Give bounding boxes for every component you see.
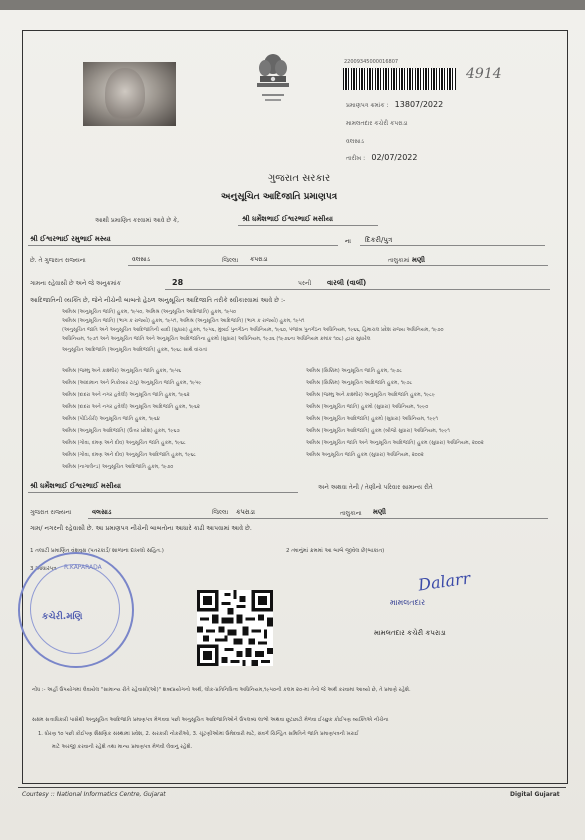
relation-prefix: ના bbox=[345, 238, 351, 245]
barcode bbox=[343, 68, 456, 90]
right-order-item: અમિશ્ર (અનુસૂચિત જાતિ અને અનુસૂચિત આદિજાતિ) હુકમ (સુધારા) અધિનિયમ, ૨૦૦૨ bbox=[306, 440, 484, 446]
right-order-item: અમિશ્ર અનુસૂચિત જાતિ હુકમ (સુધારા) અધિનિયમ, ૨૦૦૨ bbox=[306, 452, 424, 458]
left-order-item: અમિશ્ર (આંદામાન અને નિકોબાર ટાપુ) અનુસૂચિત જાતિ હુકમ, ૧૯૫૯ bbox=[62, 380, 202, 386]
right-order-item: અમિશ્ર (અનુસૂચિત જાતિ) હુકમો (સુધારા) અધિનિયમ, ૧૯૯૦ bbox=[306, 404, 429, 410]
state-prefix: છે. તે ગુજરાત રાજ્યના bbox=[30, 257, 86, 264]
right-order-item: અમિશ્ર (અનુસૂચિત આદિજાતિ) હુકમો (સુધારા) અધિનિયમ, ૧૯૯૧ bbox=[306, 416, 439, 422]
tribe: વારલી (વાર્લી) bbox=[327, 279, 367, 287]
right-order-item: અમિશ્ર (સિક્કિમ) અનુસૂચિત આદિજાતિ હુકમ, ૧૯૭૮ bbox=[306, 380, 413, 386]
basis-1: 1 તલાટી પ્રમાણિત વંશવૃક્ષ (પતરકાર્ડ/ શાળાના દાખલો સહિત.) bbox=[30, 548, 164, 554]
intro-text: આથી પ્રમાણિત કરવામાં આવે છે કે, bbox=[95, 217, 180, 224]
district-value: કપરાડા bbox=[250, 256, 268, 263]
order-line-1: અમિશ્ર (અનુસૂચિત જાતિ) હુકમ, ૧૯૫૦, અમિશ્ર (અનુસૂચિત આદિજાતિ) હુકમ, ૧૯૫૦ bbox=[62, 309, 237, 315]
national-emblem-icon bbox=[252, 50, 294, 108]
basis-2: 2 ત્માનુંમાં ક્રમમાં આ બાબે જીવેલ છે(બાકાત) bbox=[286, 548, 385, 554]
left-order-item: અમિશ્ર (જમ્મુ અને કાશ્મીર) અનુસૂચિત જાતિ હુકમ, ૧૯૫૬ bbox=[62, 368, 182, 374]
signature-scribble: Dalarr bbox=[416, 568, 472, 595]
left-order-item: અમિશ્ર (દાદરા અને નગર હવેલી) અનુસૂચિત આદિજાતિ હુકમ, ૧૯૬૨ bbox=[62, 404, 200, 410]
schedule-prefix: ગામના રહેવાસી છે અને જે અનુક્રમાંક bbox=[30, 280, 121, 287]
seal-inner-ring bbox=[30, 564, 120, 654]
holder-name: શ્રી ધર્મેશભાઈ ઈશ્વરભાઈ મસીયા bbox=[242, 215, 333, 223]
usage-text: સક્ષમ સત્તાધિકારી પાસેથી અનુસૂચિત આદિજાતિ પ્રમાણપત્ર મેળવવા પછી અનુસૂચિત આદિજાતિઓને ઉપલબ્ધ લાભો અથવા છૂટછાટો મેળવા ઈચ્છુક કોઈપણ વ્યક્તિએ નીચેના bbox=[32, 717, 389, 723]
district-label: જિલ્લા bbox=[222, 257, 239, 264]
village2: મણી bbox=[373, 508, 387, 516]
office-seal bbox=[18, 552, 134, 668]
left-order-item: અમિશ્ર (ગોવા, દમણ અને દીવ) અનુસૂચિત જાતિ હુકમ, ૧૯૬૮ bbox=[62, 440, 186, 446]
qr-code bbox=[197, 590, 273, 666]
footer-digital: Digital Gujarat bbox=[510, 791, 560, 798]
taluka-label: તાલુકામાં bbox=[388, 257, 410, 264]
left-order-item: અમિશ્ર (પોંડિચેરી) અનુસૂચિત જાતિ હુકમ, ૧૯૬૪ bbox=[62, 416, 160, 422]
cert-number-row bbox=[346, 100, 443, 110]
left-order-item: અમિશ્ર (ગોવા, દમણ અને દીવ) અનુસૂચિત આદિજાતિ હુકમ, ૧૯૬૮ bbox=[62, 452, 197, 458]
left-order-item: અમિશ્ર (દાદરા અને નગર હવેલી) અનુસૂચિત જાતિ હુકમ, ૧૯૬૨ bbox=[62, 392, 190, 398]
date-row bbox=[346, 153, 417, 163]
footer-courtesy: Courtesy :: National Informatics Centre, Gujarat bbox=[22, 791, 166, 798]
photo-face bbox=[105, 68, 145, 120]
govt-title: ગુજરાત સરકાર bbox=[268, 173, 331, 184]
district2-label: જિલ્લા bbox=[212, 509, 229, 516]
right-order-item: અમિશ્ર (જમ્મુ અને કાશ્મીર) અનુસૂચિત આદિજાતિ હુકમ, ૧૯૮૯ bbox=[306, 392, 435, 398]
applicant-photo bbox=[83, 62, 176, 126]
father-name: શ્રી ઈશ્વરભાઈ રમુભાઈ મસ્યા bbox=[30, 235, 111, 243]
order-line-4: અધિનિયમ, ૧૯૭૧ અને અનુસૂચિત જાતિ અને અનુસૂચિત આદિજાતિના હુકમો (સુધારા) અધિનિયમ, ૧૯૭૬ (૧૯૭૬ના અધિનિયમ ક્રમાંક ૧૦૮) દ્વારા સુધારેલ bbox=[62, 336, 371, 342]
order-line-5: અનુસૂચિત આદિજાતિ (અનુસૂચિત આદિજાતિ) હુકમ, ૧૯૬૮ સાથે વાંચતાં bbox=[62, 347, 207, 353]
relation: દિકરી/પુત્ર bbox=[365, 236, 393, 244]
handwritten-number: 4914 bbox=[466, 66, 502, 82]
district-field: વલસાડ bbox=[132, 256, 150, 263]
order-line-3: (અનુસૂચિત જાતિ અને અનુસૂચિત આદિજાતિની યાદી (સુધારા) હુકમ, ૧૯૫૬, મુંબઈ પુનર્ગઠન અધિનિયમ, ૧૯૬૦, પંજાબ પુનર્ગઠન અધિનિયમ, ૧૯૬૬, હિમાચલ પ્રદેશ રાજ્ય અધિનિયમ, ૧૯૭૦ bbox=[62, 327, 444, 333]
scan-edge bbox=[0, 0, 585, 10]
seal-ring-text: R.KAPARADA bbox=[64, 564, 102, 571]
schedule-suffix: પરની bbox=[298, 280, 312, 287]
office-line: મામલતદાર કચેરી કપરાડા bbox=[346, 120, 408, 127]
certificate-title: અનુસૂચિત આદિજાતિ પ્રમાણપત્ર bbox=[221, 192, 338, 202]
right-order-item: અમિશ્ર (સિક્કિમ) અનુસૂચિત જાતિ હુકમ, ૧૯૭૮ bbox=[306, 368, 403, 374]
date-label: તારીખ : bbox=[346, 155, 366, 162]
family-text: અને અથવા તેની / તેણીનો પરિવાર સામાન્ય રીતે bbox=[318, 484, 433, 491]
left-order-item: અમિશ્ર (નાગાલેન્ડ) અનુસૂચિત આદિજાતિ હુકમ, ૧૯૭૦ bbox=[62, 464, 174, 470]
note-text: નોંધ :- અહીં ઉપયોગમાં લેવાયેલ "સામાન્ય રીતે રહેવાસી(ઓ)" શબ્દપ્રયોગનો અર્થ, લોક-પ્રતિનિધિત્વ અધિનિયમ,૧૯૫૦ની કલમ ૨૦-માં તેનો જે અર્થ કરવામાં આવ્યો છે, તે પ્રમાણે રહેશે. bbox=[32, 687, 411, 693]
signature-title: મામલતદાર bbox=[390, 598, 426, 607]
schedule-number: 28 bbox=[172, 278, 184, 287]
left-order-item: અમિશ્ર (અનુસૂચિત આદિજાતિ) (ઉત્તર પ્રદેશ) હુકમ, ૧૯૬૭ bbox=[62, 428, 180, 434]
signature-office: મામલતદાર કચેરી કપરાડા bbox=[374, 629, 446, 637]
footer-rule bbox=[18, 787, 566, 788]
basis-3: 3 આધારપત્ર bbox=[30, 566, 57, 572]
place-label: વલસાડ bbox=[346, 138, 364, 145]
usage-text-2: 1. ધોરણ ૧૦ પછી કોઈપણ શૈક્ષણિક સંસ્થામાં પ્રવેશ, 2. સરકારી નોકરીઓ, 3. ચૂંટણીઓમાં ઉમેદવારી માટે, સંવર્ગ ચિન્હિત સમિતિને જાતિ પ્રમાણપત્રની ખરાઈ bbox=[38, 731, 359, 737]
district2-value: કપરાડા bbox=[236, 508, 255, 516]
barcode-number: 22009345000016807 bbox=[344, 59, 399, 65]
cert-number-label: પ્રમાણપત્ર ક્રમાંક : bbox=[346, 102, 389, 109]
seal-text: કચેરી.મણિ bbox=[42, 612, 83, 622]
issue-date: 02/07/2022 bbox=[371, 153, 418, 162]
tribe-line: આદિજાતિની વ્યક્તિ છે, જેને નીચેની બાબતો હેઠળ અનુસૂચિત આદિજાતિ તરીકે સ્વીકારવામાં આવે છે :- bbox=[30, 297, 286, 304]
state2: ગુજરાત રાજ્યના bbox=[30, 509, 72, 516]
taluka2-label: તાલુકાના bbox=[340, 510, 362, 517]
holder-name-second: શ્રી ધર્મેશભાઈ ઈશ્વરભાઈ મસીયા bbox=[30, 482, 121, 490]
right-order-item: અમિશ્ર (અનુસૂચિત આદિજાતિ) હુકમ (બીજો સુધારા) અધિનિયમ, ૧૯૯૧ bbox=[306, 428, 450, 434]
village: મણી bbox=[412, 256, 426, 264]
cert-number: 13807/2022 bbox=[394, 100, 444, 109]
district2-field: વલસાડ bbox=[92, 508, 112, 516]
village-line: ગામ/ નગરની રહેવાસી છે. આ પ્રમાણપત્ર નીચેની બાબતોના આધારે કાઢી આપવામાં આવે છે. bbox=[30, 525, 252, 532]
usage-text-3: માટે અરજી કરવાની રહેશે તથા માન્ય પ્રમાણપત્ર મેળવી લેવાનું રહેશે. bbox=[52, 744, 193, 750]
order-line-2: અમિશ્ર (અનુસૂચિત જાતિ) (ભાગ ક રાજ્યો) હુકમ, ૧૯૫૧, અમિશ્ર (અનુસૂચિત આદિજાતિ) (ભાગ ક રાજ્યો) હુકમ, ૧૯૫૧ bbox=[62, 318, 305, 324]
